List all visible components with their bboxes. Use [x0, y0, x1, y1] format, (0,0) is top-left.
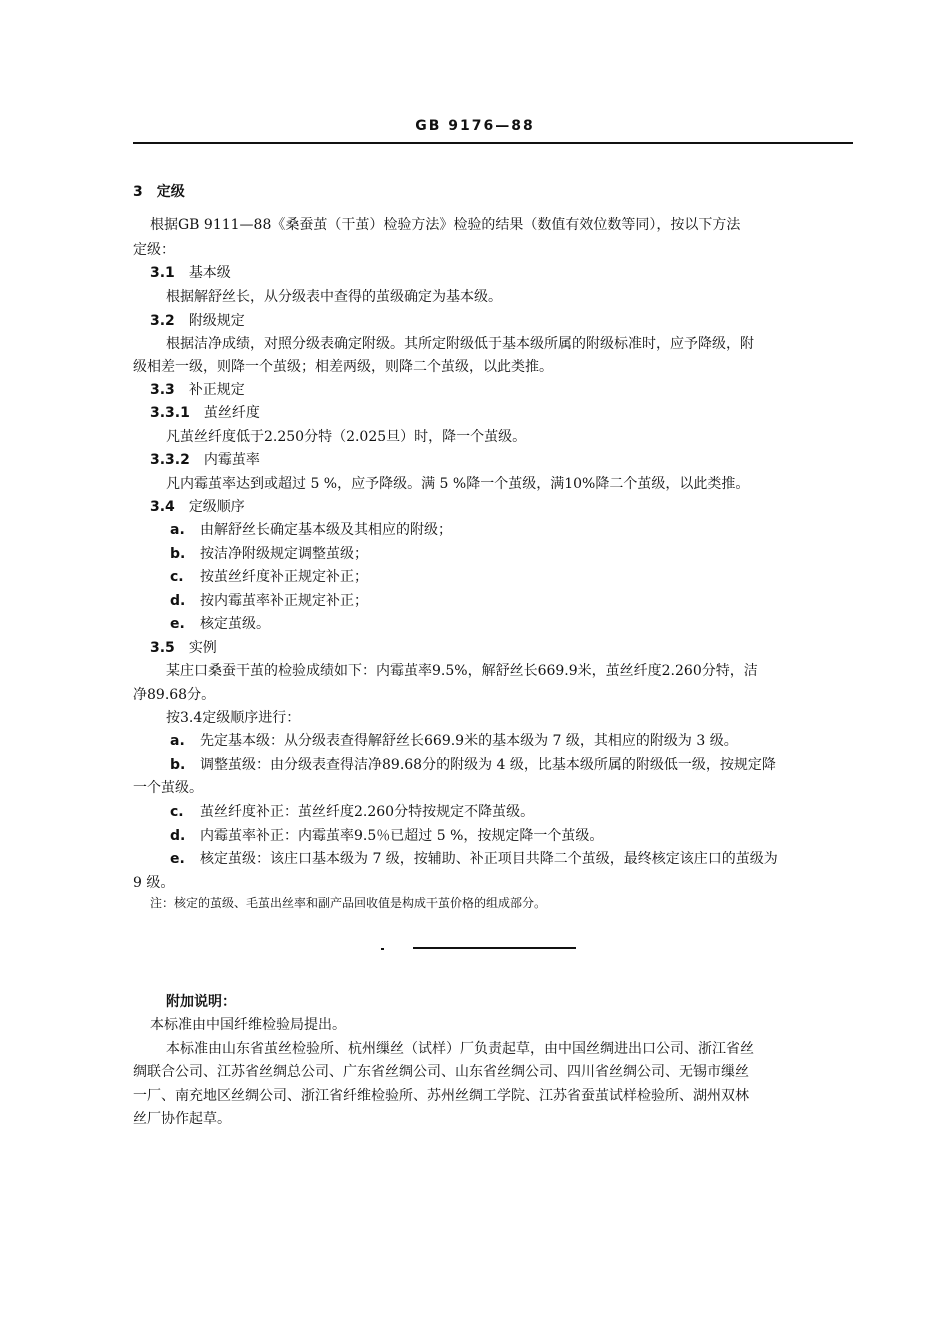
list-item — [170, 545, 368, 563]
paragraph-line: 根据洁净成绩，对照分级表确定附级。其所定附级低于基本级所属的附级标准时，应予降级，附 — [166, 336, 754, 352]
section-number: 3.1 — [150, 265, 175, 281]
list-item-text: 按茧丝纤度补正规定补正； — [200, 569, 368, 585]
list-item-label: b. — [170, 546, 186, 562]
list-item-label: d. — [170, 828, 186, 844]
section-3-5-heading — [150, 639, 217, 657]
appendix-title: 附加说明： — [166, 994, 236, 1010]
list-item-text: 调整茧级：由分级表查得洁净89.68分的附级为 4 级，比基本级所属的附级低一级，按规定降 — [200, 757, 776, 773]
example-step-a — [170, 732, 738, 750]
paragraph-line: 一厂、南充地区丝绸公司、浙江省纤维检验所、苏州丝绸工学院、江苏省蚕茧试样检验所、湖州双林 — [133, 1088, 749, 1104]
section-3-heading — [133, 183, 185, 201]
paragraph-line: 凡内霉茧率达到或超过 5 %，应予降级。满 5 %降一个茧级，满10%降二个茧级，以此类推。 — [166, 476, 750, 492]
list-item-text: 核定茧级：该庄口基本级为 7 级，按辅助、补正项目共降二个茧级，最终核定该庄口的茧级为 — [200, 851, 778, 867]
page-header-title: GB 9176—88 — [415, 118, 535, 134]
paragraph-line: 丝厂协作起草。 — [133, 1111, 231, 1127]
section-3-3-2-heading — [150, 451, 260, 469]
section-number: 3.2 — [150, 313, 175, 329]
paragraph-line: 一个茧级。 — [133, 780, 203, 796]
list-item-text: 内霉茧率补正：内霉茧率9.5％已超过 5 %，按规定降一个茧级。 — [200, 828, 604, 844]
section-3-1-heading — [150, 264, 231, 282]
section-title: 补正规定 — [188, 382, 245, 398]
end-mark-dot — [381, 948, 384, 950]
paragraph-line: 级相差一级，则降一个茧级；相差两级，则降二个茧级，以此类推。 — [133, 359, 553, 375]
list-item-text: 由解舒丝长确定基本级及其相应的附级； — [200, 522, 452, 538]
list-item-label: e. — [170, 851, 185, 867]
section-number: 3.3.1 — [150, 405, 190, 421]
paragraph-line: 9 级。 — [133, 875, 175, 891]
list-item-text: 按内霉茧率补正规定补正； — [200, 593, 368, 609]
section-number: 3.3 — [150, 382, 175, 398]
paragraph-line: 净89.68分。 — [133, 687, 216, 703]
section-title: 定级 — [156, 184, 185, 200]
section-3-2-heading — [150, 312, 245, 330]
list-item-text: 按洁净附级规定调整茧级； — [200, 546, 368, 562]
section-3-4-heading — [150, 498, 245, 516]
list-item-label: c. — [170, 804, 184, 820]
end-rule — [413, 947, 576, 949]
paragraph-line: 某庄口桑蚕干茧的检验成绩如下：内霉茧率9.5%，解舒丝长669.9米，茧丝纤度2.260分特，洁 — [166, 663, 758, 679]
list-item-label: e. — [170, 616, 185, 632]
list-item-label: c. — [170, 569, 184, 585]
paragraph-line: 定级： — [133, 242, 175, 258]
paragraph-line: 按3.4定级顺序进行： — [166, 710, 301, 726]
paragraph-line: 本标准由山东省茧丝检验所、杭州缫丝（试样）厂负责起草，由中国丝绸进出口公司、浙江省丝 — [166, 1041, 754, 1057]
paragraph-line: 本标准由中国纤维检验局提出。 — [150, 1017, 346, 1033]
example-step-c — [170, 803, 534, 821]
paragraph-line: 根据解舒丝长，从分级表中查得的茧级确定为基本级。 — [166, 289, 502, 305]
section-title: 内霉茧率 — [203, 452, 260, 468]
list-item — [170, 568, 368, 586]
section-title: 实例 — [188, 640, 217, 656]
list-item-text: 核定茧级。 — [200, 616, 270, 632]
list-item-text: 先定基本级：从分级表查得解舒丝长669.9米的基本级为 7 级，其相应的附级为 3 级。 — [200, 733, 738, 749]
example-step-e — [170, 850, 778, 868]
section-3-3-heading — [150, 381, 245, 399]
list-item-text: 茧丝纤度补正：茧丝纤度2.260分特按规定不降茧级。 — [200, 804, 535, 820]
section-number: 3.4 — [150, 499, 175, 515]
section-title: 定级顺序 — [188, 499, 245, 515]
header-rule — [133, 142, 853, 144]
section-3-3-1-heading — [150, 404, 260, 422]
section-title: 基本级 — [188, 265, 231, 281]
list-item — [170, 615, 270, 633]
list-item-label: a. — [170, 522, 185, 538]
note: 注：核定的茧级、毛茧出丝率和副产品回收值是构成干茧价格的组成部分。 — [150, 896, 547, 910]
section-number: 3.5 — [150, 640, 175, 656]
list-item-label: b. — [170, 757, 186, 773]
section-title: 茧丝纤度 — [203, 405, 260, 421]
list-item-label: d. — [170, 593, 186, 609]
list-item-label: a. — [170, 733, 185, 749]
section-number: 3 — [133, 184, 143, 200]
paragraph-line: 凡茧丝纤度低于2.250分特（2.025旦）时，降一个茧级。 — [166, 429, 527, 445]
section-number: 3.3.2 — [150, 452, 190, 468]
list-item — [170, 521, 452, 539]
paragraph-line: 根据GB 9111—88《桑蚕茧（干茧）检验方法》检验的结果（数值有效位数等同），按以下方法 — [150, 217, 741, 233]
example-step-b — [170, 756, 776, 774]
section-title: 附级规定 — [188, 313, 245, 329]
list-item — [170, 592, 368, 610]
paragraph-line: 绸联合公司、江苏省丝绸总公司、广东省丝绸公司、山东省丝绸公司、四川省丝绸公司、无锡市缫丝 — [133, 1064, 749, 1080]
example-step-d — [170, 827, 603, 845]
